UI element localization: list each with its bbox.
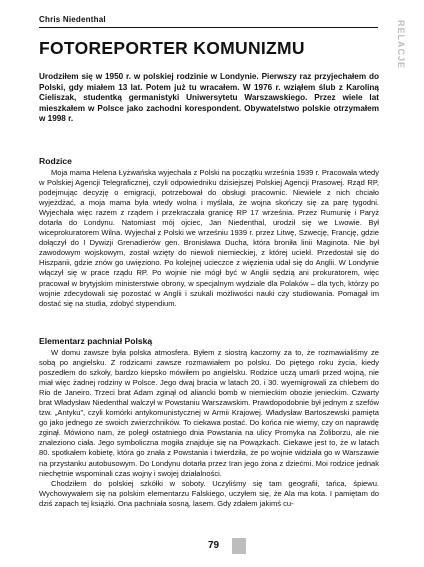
section-side-tab [388, 0, 424, 567]
page-number: 79 [208, 540, 220, 551]
paragraph: Chodziłem do polskiej szkółki w soboty. Uczyliśmy się tam geografii, tańca, śpiewu. Wychowywałem się na polskim elementarzu Falskiego, uczyłem się, że Ala ma kota. I pamiętam do dziś zapach tej książki. Ona pachniała sosną, lasem. Gdy zdałem jakimś cu- [39, 478, 379, 508]
author-name: Chris Niedenthal [39, 15, 106, 24]
section-body-elementarz [39, 348, 379, 509]
section-body-rodzice [39, 168, 379, 309]
section-heading-elementarz: Elementarz pachniał Polską [39, 336, 153, 346]
header-rule [39, 27, 378, 28]
paragraph: Moja mama Helena Łyżwańska wyjechała z Polski na początku września 1939 r. Pracowała wtedy w Polskiej Agencji Telegraficznej, czyli odpowiedniku dzisiejszej Polskiej Agencji Prasowej. Rząd RP, podejmując decyzję o emigracji, potrzebował do obsługi pracownic. Niewiele z nich chciało wyjeżdżać, a moja mama była wtedy wolna i myślała, że wojna skończy się za parę tygodni. Wyjechała więc razem z rządem i przekraczała granicę RP 17 września. Przez Rumunię i Paryż dotarła do Londynu. Natomiast mój ojciec, Jan Niedenthal, urodził się we Lwowie. Był wiceprokuratorem Wilna. Wyjechał z Polski we wrześniu 1939 r. przez Litwę, Szwecję, Francję, gdzie dołączył do I Dywizji Grenadierów gen. Bronisława Ducha, która broniła linii Maginota. Nie był zawodowym wojskowym, został wzięty do niewoli niemieckiej, z której uciekł. Przedostał się do Hiszpanii, gdzie znów go uwięziono. Po kolejnej ucieczce z więzienia udał się do Anglii. W Londynie włączył się w prace rządu RP. Po wojnie nie mógł być w Anglii sędzią ani prokuratorem, więc pracował w brytyjskim ministerstwie obrony, w specjalnym wydziale dla Polaków – dla tych, którzy po wojnie zdecydowali się pozostać w Anglii i szukali możliwości nauki czy studiowania. Pomagał im dostać się na studia, zdobyć stypendium. [39, 168, 379, 308]
page-marker [232, 538, 246, 554]
section-tab-label: RELACJE [396, 20, 406, 70]
article-title: FOTOREPORTER KOMUNIZMU [39, 38, 305, 58]
article-lead: Urodziłem się w 1950 r. w polskiej rodzinie w Londynie. Pierwszy raz przyjechałem do Polski, gdy miałem 13 lat. Potem już tu wracałem. W 1976 r. wziąłem ślub z Karoliną Cieliszak, studentką germanistyki Uniwersytetu Warszawskiego. Przez wiele lat mieszkałem w Polsce jako zachodni korespondent. Obywatelstwo polskie otrzymałem w 1998 r. [39, 72, 379, 124]
section-heading-rodzice: Rodzice [39, 156, 72, 166]
paragraph: W domu zawsze była polska atmosfera. Byłem z siostrą kaczorny za to, że rozmawialiśmy ze sobą po angielsku. Z rodzicami zawsze rozmawiałem po polsku. Do piętego roku życia, kiedy poszedłem do szkoły, bardzo kiepsko mówiłem po angielsku. Rodzice uczą umarli przed wojną, nie miał więc żadnej rodziny w Polsce. Jego dwaj bracia w latach 20. i 30. wyemigrowali za chlebem do Rio de Janeiro. Trzeci brat Adam zginął od aliancki bomb w niemieckim obozie jenieckim. Czwarty brat Władysław Niedenthal walczył w Powstaniu Warszawskim. Prawdopodobnie był jednym z szefów tzw. „Antyku”, czyli komórki antykomunistycznej w Armii Krajowej. Władysław Bartoszewski pamięta go jako jednego ze swoich zwierzchników. To ciekawa postać. Do końca nie wiemy, czy on naprawdę zginął. Mówiono nam, że poległ ostatniego dnia Powstania na ulicy Promyka na Żoliborzu, ale nie znaleziono ciała. Jego symboliczna mogiła znajduje się na Powązkach. Ciekawe jest to, że w latach 80. spotkałem kobietę, która go znała z Powstania i twierdziła, że po wojnie widziała go w Warszawie na przystanku autobusowym. Do Londynu dotarła przez Iran jego żona z dziećmi. Moi rodzice jednak niechętnie wspominali czas wojny i swojej działalności. [39, 348, 379, 478]
